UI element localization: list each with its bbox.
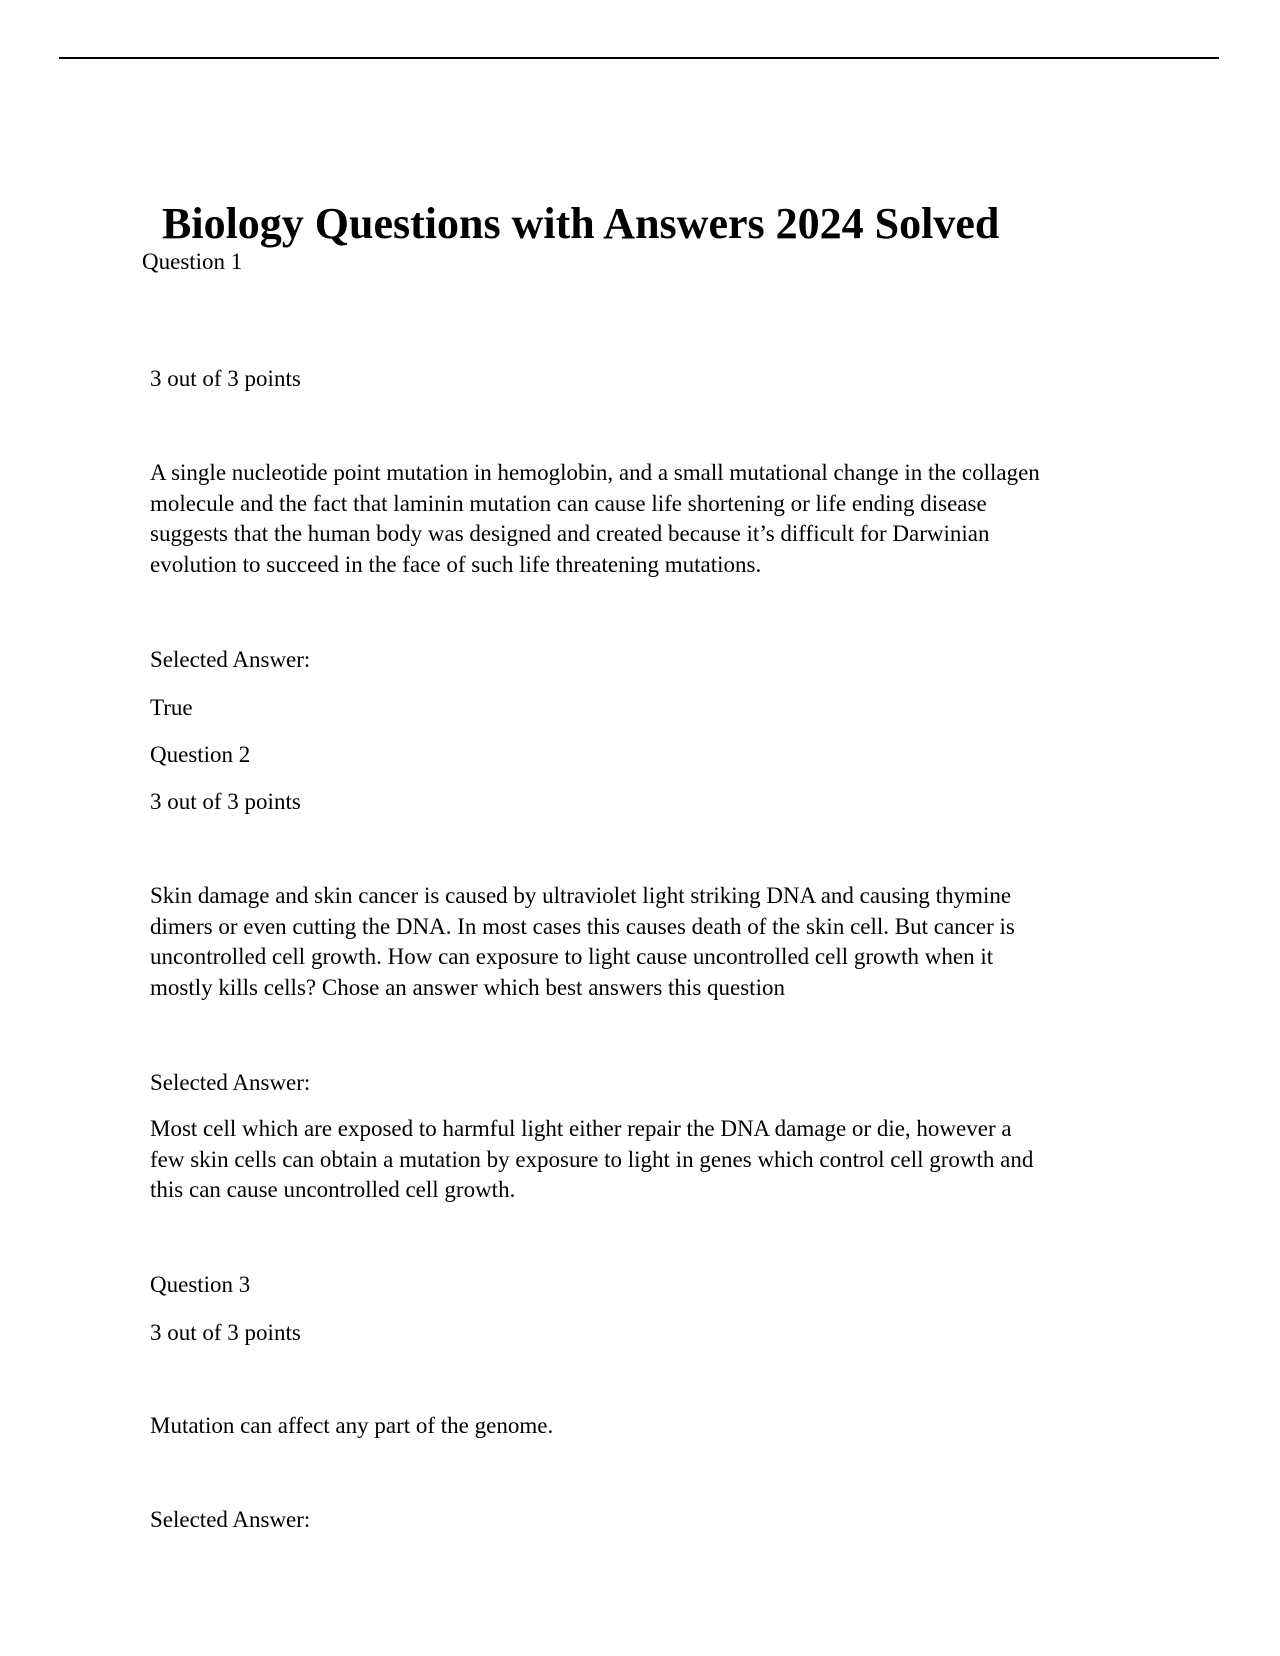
- question-2-answer-line: this can cause uncontrolled cell growth.: [150, 1177, 516, 1202]
- question-1-selected-answer-label: Selected Answer:: [150, 647, 311, 672]
- question-1-text-line: A single nucleotide point mutation in hemoglobin, and a small mutational change in the collagen: [150, 460, 1040, 485]
- question-1-text-line: evolution to succeed in the face of such life threatening mutations.: [150, 551, 762, 577]
- question-1-text: [150, 458, 1140, 580]
- question-1-label: Question 1: [142, 249, 243, 274]
- question-2-points: 3 out of 3 points: [150, 789, 301, 814]
- question-2-text: [150, 881, 1140, 1003]
- question-2-answer: [150, 1114, 1140, 1206]
- question-2-answer-line: few skin cells can obtain a mutation by exposure to light in genes which control cell growth and: [150, 1146, 1034, 1172]
- question-1-answer: True: [150, 695, 193, 720]
- question-2-selected-answer-label: Selected Answer:: [150, 1070, 311, 1095]
- question-3-text-line: Mutation can affect any part of the genome.: [150, 1413, 554, 1438]
- question-2-text-line: Skin damage and skin cancer is caused by ultraviolet light striking DNA and causing thymine: [150, 883, 1012, 908]
- question-1-text-line: molecule and the fact that laminin mutation can cause life shortening or life ending disease: [150, 490, 987, 516]
- top-divider: [59, 57, 1219, 59]
- question-2-answer-line: Most cell which are exposed to harmful light either repair the DNA damage or die, however a: [150, 1116, 1012, 1141]
- question-3-text: [150, 1411, 1140, 1442]
- question-2-text-line: uncontrolled cell growth. How can exposure to light cause uncontrolled cell growth when it: [150, 944, 994, 969]
- question-3-selected-answer-label: Selected Answer:: [150, 1507, 311, 1532]
- question-1-text-line: suggests that the human body was designed and created because it’s difficult for Darwinian: [150, 521, 990, 546]
- document-title: Biology Questions with Answers 2024 Solved: [162, 199, 1000, 248]
- question-3-label: Question 3: [150, 1272, 251, 1297]
- question-2-label: Question 2: [150, 742, 251, 767]
- question-3-points: 3 out of 3 points: [150, 1320, 301, 1345]
- question-2-text-line: dimers or even cutting the DNA. In most cases this causes death of the skin cell. But cancer is: [150, 913, 1015, 939]
- question-1-points: 3 out of 3 points: [150, 366, 301, 391]
- question-2-text-line: mostly kills cells? Chose an answer which best answers this question: [150, 974, 785, 1000]
